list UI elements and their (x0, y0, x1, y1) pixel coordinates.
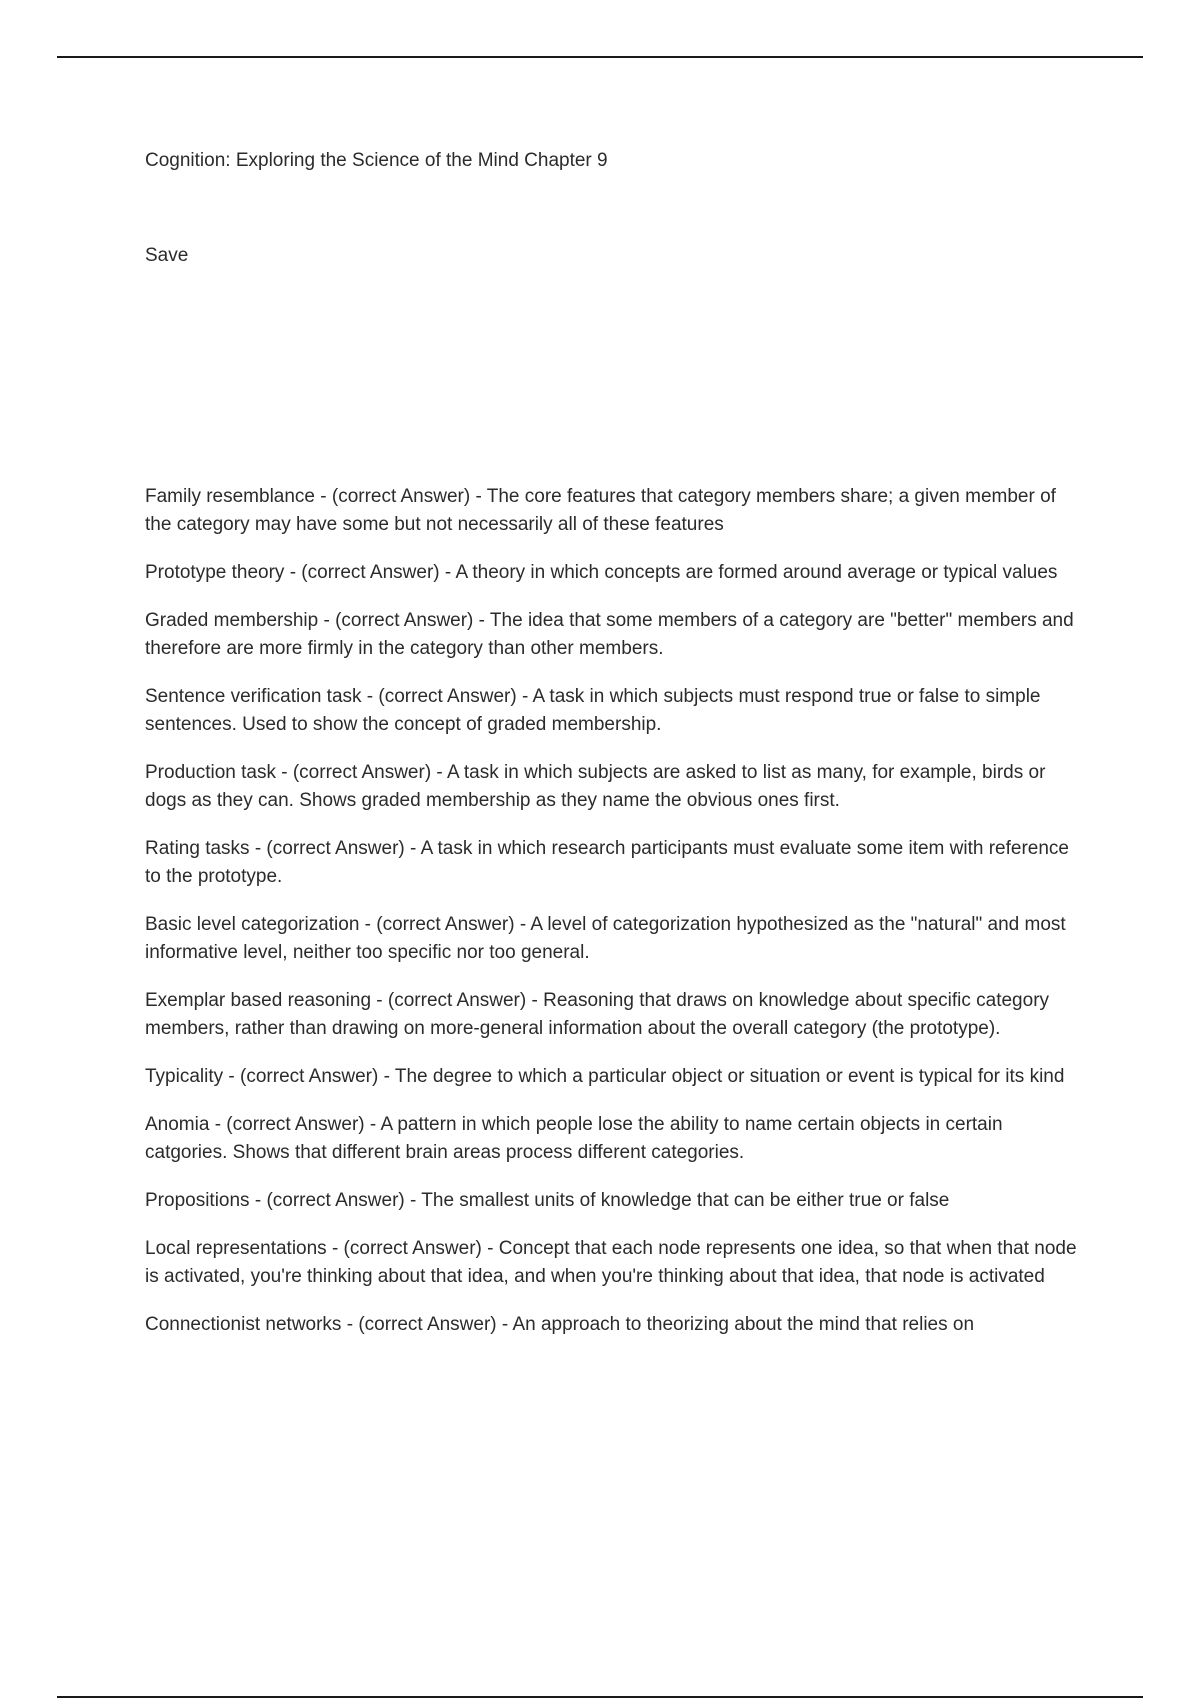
save-label: Save (145, 245, 189, 266)
term-entry-connectionist-networks: Connectionist networks - (correct Answer) - An approach to theorizing about the mind that relies on (145, 1314, 975, 1335)
term-entry-basic-level-categorization: Basic level categorization - (correct Answer) - A level of categorization hypothesized as the "natural" and most informative level, neither too specific nor too general. (145, 914, 1066, 963)
term-entry-graded-membership: Graded membership - (correct Answer) - The idea that some members of a category are "better" members and therefore are more firmly in the category than other members. (145, 610, 1074, 659)
term-entry-exemplar-based-reasoning: Exemplar based reasoning - (correct Answer) - Reasoning that draws on knowledge about specific category members, rather than drawing on more-general information about the overall category (the prototype). (145, 990, 1050, 1039)
term-entry-family-resemblance: Family resemblance - (correct Answer) - The core features that category members share; a given member of the category may have some but not necessarily all of these features (145, 486, 1056, 535)
term-entry-typicality: Typicality - (correct Answer) - The degree to which a particular object or situation or event is typical for its kind (145, 1066, 1065, 1087)
page-title: Cognition: Exploring the Science of the Mind Chapter 9 (145, 150, 608, 171)
term-entry-local-representations: Local representations - (correct Answer) - Concept that each node represents one idea, so that when that node is activated, you're thinking about that idea, and when you're thinking about that idea, that node is activated (145, 1238, 1077, 1287)
term-entry-sentence-verification-task: Sentence verification task - (correct Answer) - A task in which subjects must respond true or false to simple sentences. Used to show the concept of graded membership. (145, 686, 1041, 735)
term-entry-production-task: Production task - (correct Answer) - A task in which subjects are asked to list as many, for example, birds or dogs as they can. Shows graded membership as they name the obvious ones first. (145, 762, 1046, 811)
term-entry-rating-tasks: Rating tasks - (correct Answer) - A task in which research participants must evaluate some item with reference to the prototype. (145, 838, 1069, 887)
top-rule (57, 56, 1143, 58)
bottom-rule (57, 1696, 1143, 1698)
term-entry-prototype-theory: Prototype theory - (correct Answer) - A theory in which concepts are formed around average or typical values (145, 562, 1058, 583)
term-list (145, 483, 1080, 1359)
term-entry-propositions: Propositions - (correct Answer) - The smallest units of knowledge that can be either true or false (145, 1190, 950, 1211)
term-entry-anomia: Anomia - (correct Answer) - A pattern in which people lose the ability to name certain objects in certain catgories. Shows that different brain areas process different categories. (145, 1114, 1003, 1163)
